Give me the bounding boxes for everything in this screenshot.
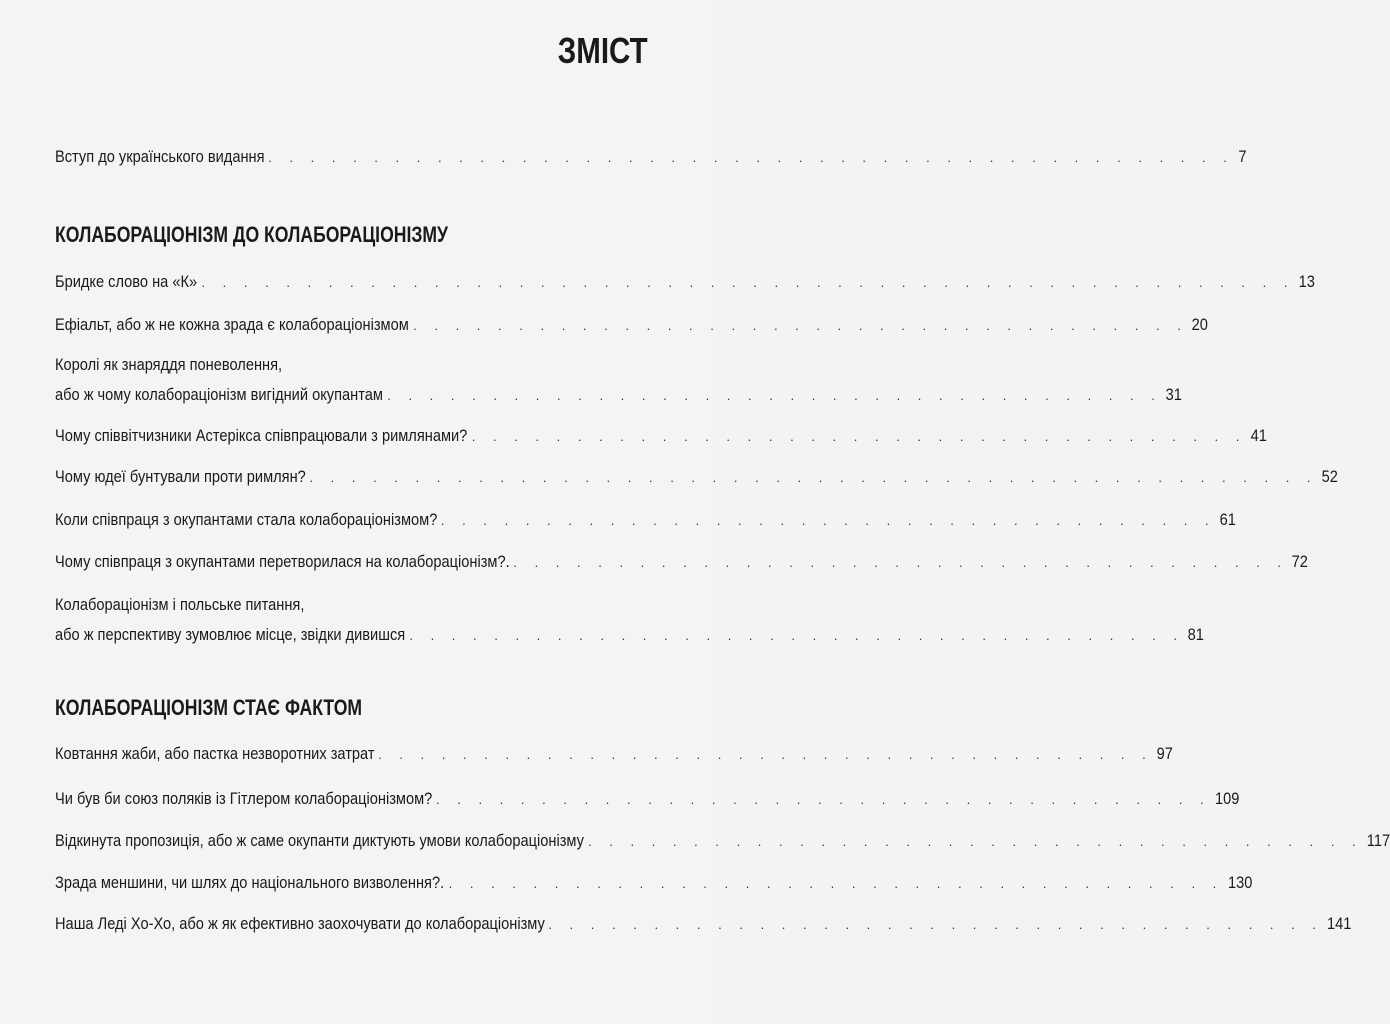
dot-leader: . . . . . . . . . . . . . . . . . . . . . . . . . . . . . . . . . . . . . [548,917,1323,932]
toc-entry-page: 52 [1321,467,1338,486]
toc-entry[interactable] [55,826,1390,857]
toc-entry-title: Чому співпраця з окупантами перетворилася на колабораціонізм?. [55,552,510,571]
dot-leader: . . . . . . . . . . . . . . . . . . . . . . . . . . . . . . . . . . . . . [413,318,1188,333]
dot-leader: . . . . . . . . . . . . . . . . . . . . . . . . . . . . . . . . . . . . . [378,747,1153,762]
toc-entry[interactable] [55,505,1236,536]
toc-entry-page: 41 [1250,426,1267,445]
toc-entry-page: 141 [1327,914,1352,933]
page-title: ЗМІСТ [558,30,648,71]
toc-entry[interactable] [55,267,1315,298]
toc-entry-page: 97 [1156,744,1173,763]
dot-leader: . . . . . . . . . . . . . . . . . . . . . . . . . . . . . . . . . . . . . [387,388,1162,403]
toc-entry-title: Відкинута пропозиція, або ж саме окупанти диктують умови колабораціонізму [55,831,584,850]
toc-entry-page: 81 [1187,625,1205,644]
toc-entry[interactable] [55,784,1240,815]
toc-entry-title: Вступ до українського видання [55,147,265,166]
toc-entry[interactable] [55,350,1183,411]
toc-entry[interactable] [55,462,1338,493]
toc-entry-page: 7 [1238,147,1247,166]
toc-entry-page: 109 [1215,789,1240,808]
toc-entry[interactable] [55,547,1309,578]
toc-entry-title: Чому співвітчизники Астерікса співпрацювали з римлянами? [55,426,468,445]
dot-leader: . . . . . . . . . . . . . . . . . . . . . . . . . . . . . . . . . . . . . [588,834,1363,849]
toc-entry-page: 72 [1291,552,1309,571]
toc-entry[interactable] [55,868,1253,899]
toc-entry-title: Ефіальт, або ж не кожна зрада є колабораціонізмом [55,315,409,334]
toc-entry-page: 117 [1366,831,1390,850]
toc-entry-title: або ж перспективу зумовлює місце, звідки дивишся [55,625,406,644]
dot-leader: . . . . . . . . . . . . . . . . . . . . . . . . . . . . . . . . . . . . . [440,513,1216,528]
section-heading: КОЛАБОРАЦІОНІЗМ СТАЄ ФАКТОМ [55,695,363,720]
dot-leader: . . . . . . . . . . . . . . . . . . . . . . . . . . . . . . . . . . . . . [471,429,1247,444]
toc-entry-page: 13 [1298,272,1315,291]
toc-entry[interactable] [55,421,1267,452]
dot-leader: . . . . . . . . . . . . . . . . . . . . . . . . . . . . . . . . . . . . . [409,628,1185,643]
toc-entry[interactable] [55,310,1209,341]
dot-leader: . . . . . . . . . . . . . . . . . . . . . . . . . . . . . . . . . . . . . . . . . . . . . . [268,150,1234,165]
toc-entry-title: Наша Леді Хо-Хо, або ж як ефективно заохочувати до колабораціонізму [55,914,545,933]
toc-entry-title: або ж чому колабораціонізм вигідний окупантам [55,385,383,404]
toc-entry-title: Чи був би союз поляків із Гітлером колабораціонізмом? [55,789,433,808]
toc-entry-title: Бридке слово на «К» [55,272,198,291]
toc-entry-title-line1: Королі як знаряддя поневолення, [55,355,283,374]
toc-entry[interactable] [55,909,1352,940]
toc-entry-page: 61 [1219,510,1236,529]
toc-entry-page: 130 [1227,873,1253,892]
toc-entry-title: Коли співпраця з окупантами стала колабораціонізмом? [55,510,438,529]
toc-entry-title: Зрада меншини, чи шлях до національного визволення?. [55,873,445,892]
toc-entry[interactable] [55,739,1173,770]
dot-leader: . . . . . . . . . . . . . . . . . . . . . . . . . . . . . . . . . . . . . [448,876,1224,891]
toc-entry-title-line1: Колабораціонізм і польське питання, [55,595,305,614]
toc-entry-title: Чому юдеї бунтували проти римлян? [55,467,306,486]
toc-entry[interactable] [55,590,1205,651]
toc-entry-intro[interactable] [55,142,1247,173]
toc-entry-title: Ковтання жаби, або пастка незворотних затрат [55,744,375,763]
section-heading: КОЛАБОРАЦІОНІЗМ ДО КОЛАБОРАЦІОНІЗМУ [55,222,448,247]
dot-leader: . . . . . . . . . . . . . . . . . . . . . . . . . . . . . . . . . . . . . [513,555,1289,570]
dot-leader: . . . . . . . . . . . . . . . . . . . . . . . . . . . . . . . . . . . . . . . . . . . . . . . . . . . . [201,275,1295,290]
toc-entry-page: 31 [1165,385,1183,404]
dot-leader: . . . . . . . . . . . . . . . . . . . . . . . . . . . . . . . . . . . . . . . . . . . . . . . . [309,470,1318,485]
dot-leader: . . . . . . . . . . . . . . . . . . . . . . . . . . . . . . . . . . . . . [436,792,1211,807]
toc-entry-page: 20 [1191,315,1209,334]
